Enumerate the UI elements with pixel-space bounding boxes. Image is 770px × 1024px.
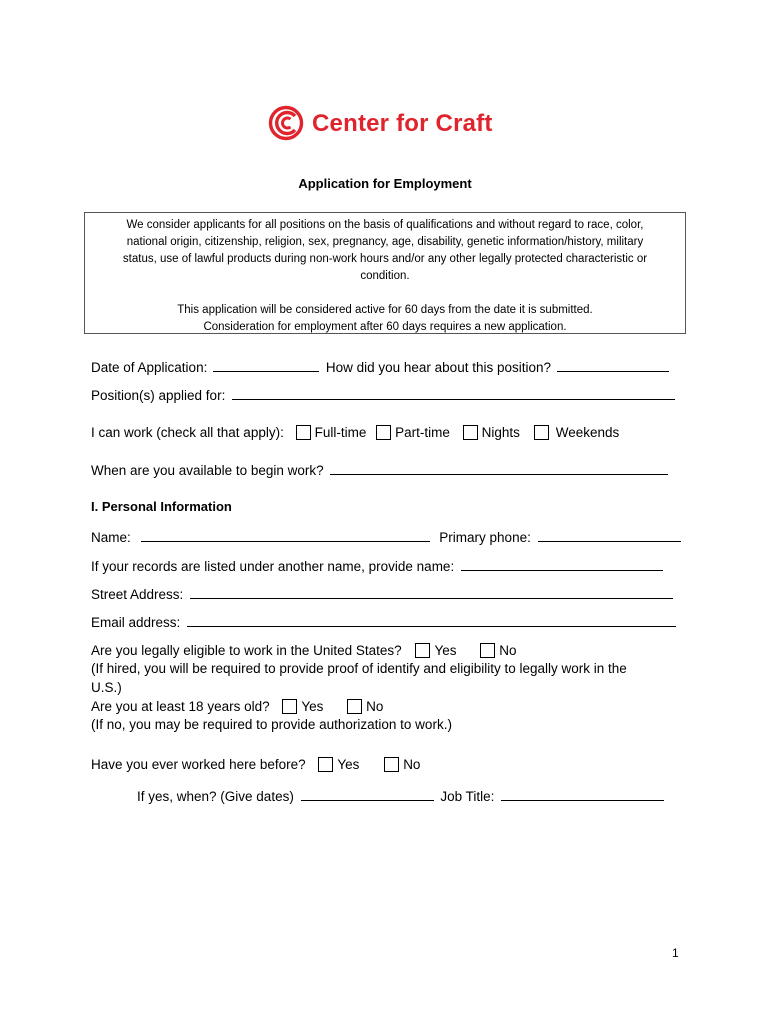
- notice-line: condition.: [360, 270, 410, 282]
- hear-field[interactable]: [557, 359, 669, 372]
- worked-row: [91, 757, 420, 772]
- date-label: Date of Application:: [91, 360, 208, 375]
- notice-line: Consideration for employment after 60 days requires a new application.: [203, 321, 567, 333]
- eligible-yes-checkbox[interactable]: [415, 643, 430, 658]
- full-time-label: Full-time: [314, 425, 367, 440]
- job-title-label: Job Title:: [440, 789, 495, 804]
- full-time-checkbox[interactable]: [296, 425, 311, 440]
- name-row: [91, 529, 681, 545]
- available-label: When are you available to begin work?: [91, 463, 324, 478]
- other-name-label: If your records are listed under another name, provide name:: [91, 559, 455, 574]
- nights-label: Nights: [481, 425, 520, 440]
- work-label: I can work (check all that apply):: [91, 425, 284, 440]
- logo-text: Center for Craft: [312, 110, 493, 137]
- weekends-label: Weekends: [555, 425, 620, 440]
- page-number: 1: [672, 946, 679, 960]
- position-row: [91, 387, 675, 403]
- age-no-checkbox[interactable]: [347, 699, 362, 714]
- street-field[interactable]: [190, 586, 673, 599]
- age-note: (If no, you may be required to provide authorization to work.): [91, 717, 452, 732]
- eligible-label: Are you legally eligible to work in the United States?: [91, 643, 402, 658]
- position-label: Position(s) applied for:: [91, 388, 226, 403]
- eligible-yes-label: Yes: [434, 643, 457, 658]
- street-label: Street Address:: [91, 587, 184, 602]
- email-field[interactable]: [187, 614, 676, 627]
- hear-label: How did you hear about this position?: [325, 360, 552, 375]
- available-field[interactable]: [330, 462, 668, 475]
- other-name-field[interactable]: [461, 558, 663, 571]
- when-label: If yes, when? (Give dates): [137, 789, 294, 804]
- email-label: Email address:: [91, 615, 181, 630]
- phone-field[interactable]: [538, 529, 681, 542]
- eligible-note-2: U.S.): [91, 680, 122, 695]
- worked-yes-label: Yes: [337, 757, 360, 772]
- notice-line: national origin, citizenship, religion, sex, pregnancy, age, disability, genetic information/history, military: [126, 236, 644, 248]
- email-row: [91, 614, 676, 630]
- available-row: [91, 462, 668, 478]
- age-row: [91, 699, 383, 714]
- nights-checkbox[interactable]: [463, 425, 478, 440]
- age-yes-checkbox[interactable]: [282, 699, 297, 714]
- worked-label: Have you ever worked here before?: [91, 757, 306, 772]
- phone-label: Primary phone:: [439, 530, 531, 545]
- other-name-row: [91, 558, 663, 574]
- notice-line: status, use of lawful products during non-work hours and/or any other legally protected characteristic or: [122, 253, 648, 265]
- job-title-field[interactable]: [501, 788, 664, 801]
- worked-no-label: No: [403, 757, 421, 772]
- notice-line: We consider applicants for all positions on the basis of qualifications and without regard to race, color,: [126, 219, 644, 231]
- date-field[interactable]: [213, 359, 319, 372]
- work-row: [91, 425, 619, 440]
- part-time-checkbox[interactable]: [376, 425, 391, 440]
- name-field[interactable]: [141, 529, 430, 542]
- part-time-label: Part-time: [395, 425, 450, 440]
- eligible-note-1: (If hired, you will be required to provide proof of identify and eligibility to legally work in the: [91, 661, 627, 676]
- when-row: [137, 788, 664, 804]
- section-heading: I. Personal Information: [91, 499, 232, 514]
- eligible-no-label: No: [499, 643, 517, 658]
- when-field[interactable]: [301, 788, 434, 801]
- worked-yes-checkbox[interactable]: [318, 757, 333, 772]
- notice-line: This application will be considered active for 60 days from the date it is submitted.: [177, 304, 593, 316]
- age-no-label: No: [366, 699, 384, 714]
- name-label: Name:: [91, 530, 131, 545]
- age-yes-label: Yes: [301, 699, 324, 714]
- worked-no-checkbox[interactable]: [384, 757, 399, 772]
- form-title: Application for Employment: [298, 176, 472, 191]
- center-for-craft-logo-icon: [268, 105, 304, 141]
- notice-box: [84, 212, 686, 334]
- position-field[interactable]: [232, 387, 675, 400]
- eligible-row: [91, 643, 517, 658]
- weekends-checkbox[interactable]: [534, 425, 549, 440]
- age-label: Are you at least 18 years old?: [91, 699, 270, 714]
- date-row: [91, 359, 669, 375]
- eligible-no-checkbox[interactable]: [480, 643, 495, 658]
- street-row: [91, 586, 673, 602]
